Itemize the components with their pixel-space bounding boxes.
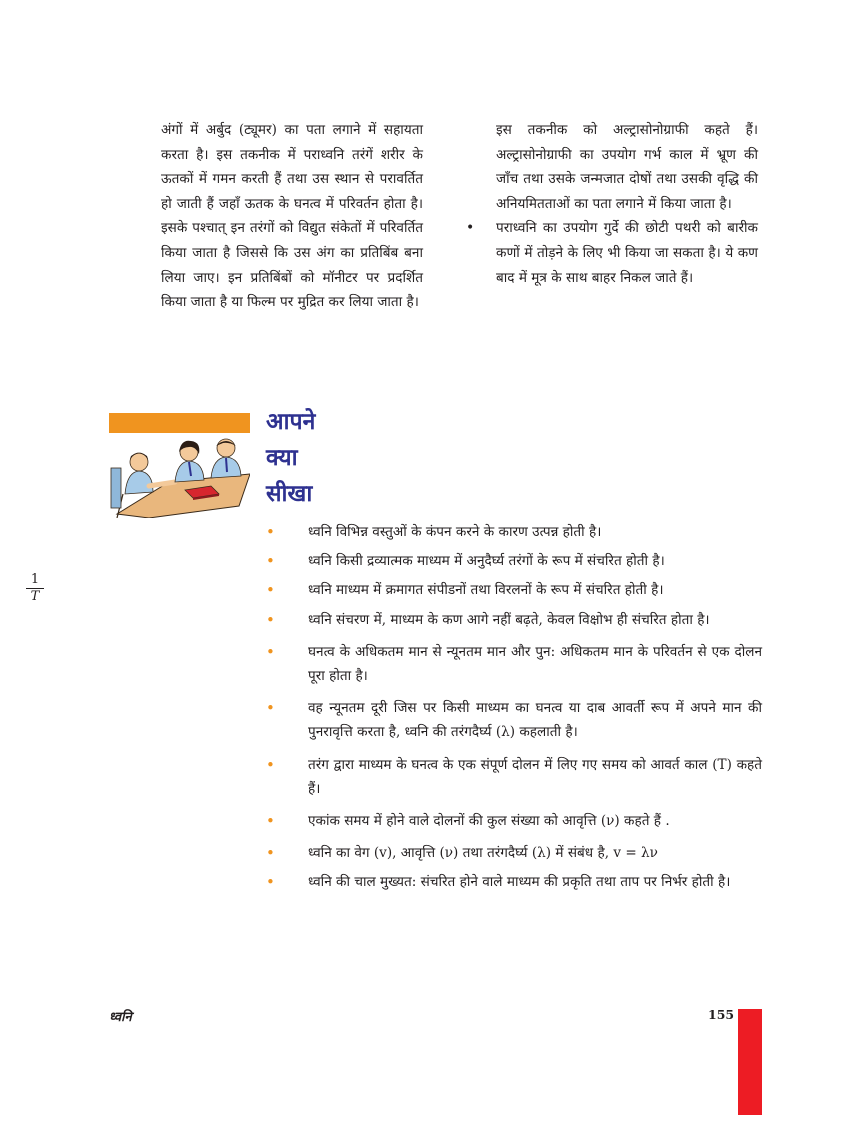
- margin-formula: [26, 572, 44, 605]
- page-tab-marker: [738, 1009, 762, 1115]
- orange-bullet-icon: •: [266, 844, 275, 863]
- summary-item: [266, 696, 762, 744]
- left-column-paragraph: अंगों में अर्बुद (ट्यूमर) का पता लगाने में सहायता करता है। इस तकनीक में पराध्वनि तरंगें शरीर के ऊतकों में गमन करती हैं तथा उस स्थान से परावर्तित हो जाती हैं जहाँ ऊतक के घनत्व में परिवर्तन होता है। इसके पश्चात् इन तरंगों को विद्युत संकेतों में परिवर्तित किया जाता है जिससे कि उस अंग का प्रतिबिंब बना लिया जाए। इन प्रतिबिंबों को मॉनीटर पर प्रदर्शित किया जाता है या फिल्म पर मुद्रित कर लिया जाता है।: [161, 122, 423, 311]
- right-column-list: [466, 216, 758, 290]
- summary-item-text: ध्वनि की चाल मुख्यत: संचरित होने वाले माध्यम की प्रकृति तथा ताप पर निर्भर होती है।: [308, 874, 731, 891]
- right-column-paragraph: इस तकनीक को अल्ट्रासोनोग्राफी कहते हैं। अल्ट्रासोनोग्राफी का उपयोग गर्भ काल में भ्रूण की जाँच तथा उसके जन्मजात दोषों तथा उसकी वृद्धि की अनियमितताओं का पता लगाने में किया जाता है।: [496, 122, 758, 212]
- footer-chapter-title: ध्वनि: [109, 1010, 132, 1025]
- bullet-icon: •: [466, 220, 475, 237]
- section-heading-line-2: क्या: [266, 445, 298, 471]
- summary-item-text: ध्वनि संचरण में, माध्यम के कण आगे नहीं बढ़ते, केवल विक्षोभ ही संचरित होता है।: [308, 611, 710, 628]
- summary-item: [266, 640, 762, 688]
- orange-bullet-icon: •: [266, 699, 275, 718]
- summary-list: [266, 520, 762, 895]
- summary-item: [266, 520, 762, 544]
- summary-item: [266, 753, 762, 801]
- section-accent-bar: [109, 413, 250, 433]
- formula-denominator: T: [30, 589, 40, 604]
- orange-bullet-icon: •: [266, 610, 275, 629]
- summary-item-text: ध्वनि विभिन्न वस्तुओं के कंपन करने के कारण उत्पन्न होती है।: [308, 524, 602, 540]
- summary-item: [266, 870, 762, 894]
- summary-item: [266, 578, 762, 602]
- orange-bullet-icon: •: [266, 552, 275, 571]
- orange-bullet-icon: •: [266, 755, 275, 774]
- formula-numerator: 1: [26, 572, 44, 589]
- orange-bullet-icon: •: [266, 581, 275, 600]
- summary-item: [266, 841, 762, 865]
- page-number: 155: [708, 1007, 735, 1022]
- students-studying-illustration: [109, 436, 250, 518]
- summary-item-text: वह न्यूनतम दूरी जिस पर किसी माध्यम का घनत्व या दाब आवर्ती रूप में अपने मान की पुनरावृत्ति करता है, ध्वनि की तरंगदैर्घ्य (λ) कहलाती है।: [308, 700, 762, 741]
- summary-item-text: एकांक समय में होने वाले दोलनों की कुल संख्या को आवृत्ति (ν) कहते हैं .: [308, 813, 670, 830]
- summary-item: [266, 809, 762, 833]
- right-column: [466, 118, 758, 290]
- orange-bullet-icon: •: [266, 812, 275, 831]
- summary-item-text: घनत्व के अधिकतम मान से न्यूनतम मान और पुन: अधिकतम मान के परिवर्तन से एक दोलन पूरा होता है।: [308, 643, 762, 685]
- summary-item-text: ध्वनि किसी द्रव्यात्मक माध्यम में अनुदैर्घ्य तरंगों के रूप में संचरित होती है।: [308, 553, 665, 570]
- section-heading-line-3: सीखा: [266, 481, 313, 507]
- summary-item: [266, 608, 762, 632]
- summary-item-text: तरंग द्वारा माध्यम के घनत्व के एक संपूर्ण दोलन में लिए गए समय को आवर्त काल (T) कहते हैं।: [308, 756, 762, 797]
- orange-bullet-icon: •: [266, 523, 275, 541]
- right-column-bullet-item: [466, 216, 758, 290]
- orange-bullet-icon: •: [266, 642, 275, 661]
- summary-item-text: ध्वनि माध्यम में क्रमागत संपीडनों तथा विरलनों के रूप में संचरित होती है।: [308, 582, 664, 599]
- left-column: [161, 118, 423, 315]
- orange-bullet-icon: •: [266, 873, 275, 892]
- section-heading-line-1: आपने: [266, 409, 316, 435]
- summary-item: [266, 549, 762, 573]
- right-column-bullet-text: पराध्वनि का उपयोग गुर्दे की छोटी पथरी को बारीक कणों में तोड़ने के लिए भी किया जा सकता है। ये कण बाद में मूत्र के साथ बाहर निकल जाते हैं।: [496, 220, 758, 286]
- section-heading: [266, 404, 315, 512]
- summary-item-text: ध्वनि का वेग (v), आवृत्ति (ν) तथा तरंगदैर्घ्य (λ) में संबंध है, v = λν: [308, 845, 658, 862]
